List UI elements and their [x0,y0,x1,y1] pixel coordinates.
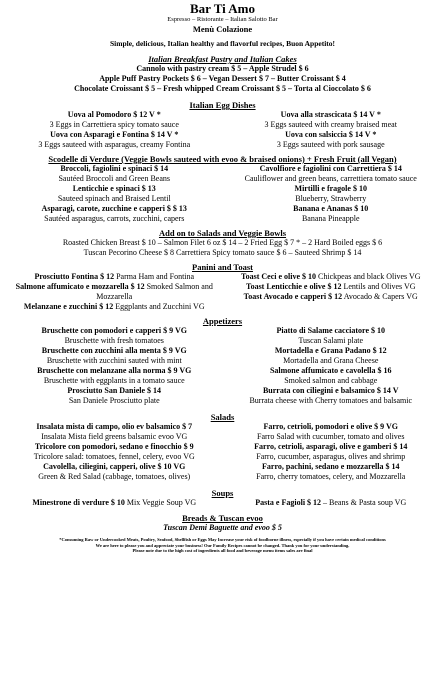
menu-item-name: Uova con Asparagi e Fontina $ 14 V * [50,130,179,139]
menu-item-desc: Tuscan Salami plate [298,336,364,345]
menu-item-desc: Smoked salmon and cabbage [284,376,378,385]
menu-item-name: Bruschette con melanzane alla norma $ 9 VG [37,366,192,375]
menu-item-name: Melanzane e zucchini $ 12 [23,302,114,311]
menu-item-desc: Mortadella and Grana Cheese [283,356,379,365]
menu-item-desc: Sauteed spinach and Braised Lentil [57,194,171,203]
section-soups [6,488,439,508]
section-breakfast-pastry [6,54,439,94]
menu-item-desc: Sautéed asparagus, carrots, zucchini, capers [44,214,185,223]
menu-title: Menù Colazione [192,24,253,34]
menu-item-desc: Mix Veggie Soup VG [126,498,197,507]
section-egg-dishes [6,100,439,150]
menu-column-right [223,422,440,482]
menu-item-desc: – Beans & Pasta soup VG [323,498,407,507]
menu-column-right [223,110,440,150]
menu-item-desc: San Daniele Prosciutto plate [68,396,160,405]
menu-item-name: Toast Avocado e capperi $ 12 [243,292,343,301]
menu-item-name: Broccoli, fagiolini e spinaci $ 14 [60,164,169,173]
menu-item-desc: Chickpeas and black Olives VG [318,272,421,281]
menu-line: Roasted Chicken Breast $ 10 – Salmon Filet 6 oz $ 14 – 2 Fried Egg $ 7 * – 2 Hard Boiled eggs $ 6 [62,238,383,247]
menu-column-left [6,498,223,508]
menu-item-name: Farro, cetrioli, asparagi, olive e gamberi $ 14 [254,442,408,451]
menu-line: Apple Puff Pastry Pockets $ 6 – Vegan Dessert $ 7 – Butter Croissant $ 4 [99,74,346,83]
footer-line: *Consuming Raw or Undercooked Meats, Poultry, Seafood, Shellfish or Eggs May Increase your risk of foodborne illness, especially if you have certain medical conditions [59,537,386,542]
menu-column-left [6,422,223,482]
menu-item-desc: Banana Pineapple [301,214,360,223]
menu-item-name: Salmone affumicato e mozzarella $ 12 [15,282,145,291]
menu-item-desc: Farro, cherry tomatoes, celery, and Mozzarella [256,472,406,481]
menu-item-desc: Avocado & Capers VG [343,292,418,301]
menu-column-left [6,272,223,312]
menu-item-desc: 3 Eggs sauteed with creamy braised meat [264,120,397,129]
menu-item-name: Piatto di Salame cacciatore $ 10 [276,326,385,335]
menu-item-desc: Bruschette with eggplants in a tomato sauce [43,376,185,385]
menu-item-name: Prosciutto San Daniele $ 14 [67,386,162,395]
menu-item-name: Insalata mista di campo, olio ev balsamico $ 7 [36,422,193,431]
section-heading: Breads & Tuscan evoo [182,513,263,523]
restaurant-subtitle: Espresso – Ristorante – Italian Salotto Bar [167,16,278,23]
menu-item-name: Cavolfiore e fagiolini con Carrettiera $ 14 [259,164,402,173]
menu-item-desc: Farro Salad with cucumber, tomato and olives [257,432,405,441]
menu-item-name: Lenticchie e spinaci $ 13 [72,184,156,193]
footer-line: We are here to please you and appreciate your business! Our Family Recipes cannot be changed. Thank you for your understanding. [95,542,350,548]
menu-line: Tuscan Pecorino Cheese $ 8 Carrettiera Spicy tomato sauce $ 6 – Sauteed Shrimp $ 14 [83,248,362,257]
menu-item-desc: Smoked Salmon and Mozzarella [96,282,213,301]
menu-item-name: Uova alla strascicata $ 14 V * [280,110,381,119]
menu-item-desc: Burrata cheese with Cherry tomatoes and balsamic [249,396,413,405]
menu-column-left [6,110,223,150]
section-heading: Italian Breakfast Pastry and Italian Cakes [148,54,297,64]
menu-item-name: Burrata con ciliegini e balsamico $ 14 V [262,386,399,395]
menu-item-name: Toast Lenticchie e olive $ 12 [245,282,342,291]
menu-footer [6,537,439,554]
section-appetizers [6,316,439,406]
menu-item-desc: Farro, cucumber, asparagus, olives and shrimp [256,452,406,461]
menu-item-name: Prosciutto Fontina $ 12 [34,272,115,281]
menu-item-desc: Bruschette with fresh tomatoes [64,336,164,345]
menu-item-name: Bruschette con zucchini alla menta $ 9 VG [41,346,187,355]
menu-item-name: Asparagi, carote, zucchine e capperi $ $ 13 [41,204,187,213]
menu-item-name: Uova al Pomodoro $ 12 V * [67,110,161,119]
menu-item-name: Salmone affumicato e cavolella $ 16 [269,366,392,375]
menu-column-right [223,498,440,508]
menu-item-desc: Sautéed Broccoli and Green Beans [58,174,170,183]
section-heading: Soups [211,488,234,498]
section-veggie-bowls [6,154,439,224]
menu-item-desc: 3 Eggs in Carrettiera spicy tomato sauce [49,120,179,129]
menu-line: Tuscan Demi Baguette and evoo $ 5 [163,523,282,532]
section-heading: Add on to Salads and Veggie Bowls [158,228,287,238]
menu-item-desc: Bruschette with zucchini sauted with mint [46,356,182,365]
section-breads [6,513,439,533]
menu-item-desc: 3 Eggs sauteed with asparagus, creamy Fontina [38,140,191,149]
footer-line: Please note due to the high cost of ingredients all food and beverage menu items sales are final [132,548,313,553]
menu-column-left [6,164,223,224]
menu-item-name: Bruschette con pomodori e capperi $ 9 VG [41,326,187,335]
menu-item-name: Banana e Ananas $ 10 [293,204,369,213]
section-heading: Panini and Toast [192,262,253,272]
section-heading: Italian Egg Dishes [189,100,256,110]
section-salads [6,412,439,482]
menu-item-name: Minestrone di verdure $ 10 [32,498,125,507]
restaurant-title: Bar Ti Amo [189,1,256,16]
menu-item-name: Farro, pachini, sedano e mozzarella $ 14 [262,462,400,471]
menu-line: Chocolate Croissant $ 5 – Fresh whipped Cream Croissant $ 5 – Torta al Cioccolato $ 6 [74,84,371,93]
menu-item-desc: Cauliflower and green beans, carrettiera tomato sauce [244,174,417,183]
section-heading: Appetizers [202,316,243,326]
menu-column-right [223,326,440,406]
menu-column-right [223,272,440,312]
section-heading: Salads [210,412,235,422]
menu-tagline: Simple, delicious, Italian healthy and flavorful recipes, Buon Appetito! [109,39,336,48]
menu-item-name: Mortadella e Grana Padano $ 12 [274,346,387,355]
section-heading: Scodelle di Verdure (Veggie Bowls sauteed with evoo & braised onions) + Fresh Fruit (all Vegan) [48,154,397,164]
menu-item-desc: Insalata Mista field greens balsamic evoo VG [41,432,188,441]
section-add-on [6,228,439,258]
menu-line: Cannolo with pastry cream $ 5 – Apple Strudel $ 6 [136,64,309,73]
menu-column-right [223,164,440,224]
menu-item-name: Toast Ceci e olive $ 10 [240,272,317,281]
menu-item-name: Uova con salsiccia $ 14 V * [285,130,377,139]
section-panini [6,262,439,312]
menu-item-desc: Parma Ham and Fontina [116,272,195,281]
menu-item-desc: Blueberry, Strawberry [295,194,367,203]
menu-item-name: Mirtilli e fragole $ 10 [294,184,367,193]
menu-item-name: Pasta e Fagioli $ 12 [255,498,322,507]
menu-item-desc: Lentils and Olives VG [343,282,416,291]
menu-item-name: Farro, cetrioli, pomodori e olive $ 9 VG [263,422,399,431]
menu-item-name: Tricolore con pomodori, sedano e finocchio $ 9 [34,442,194,451]
menu-item-desc: Eggplants and Zucchini VG [115,302,205,311]
menu-header [6,2,439,48]
menu-item-desc: 3 Eggs sauteed with pork sausage [276,140,385,149]
menu-item-name: Cavolella, ciliegini, capperi, olive $ 10 VG [43,462,186,471]
menu-column-left [6,326,223,406]
menu-item-desc: Green & Red Salad (cabbage, tomatoes, olives) [38,472,191,481]
menu-item-desc: Tricolore salad: tomatoes, fennel, celery, evoo VG [33,452,195,461]
